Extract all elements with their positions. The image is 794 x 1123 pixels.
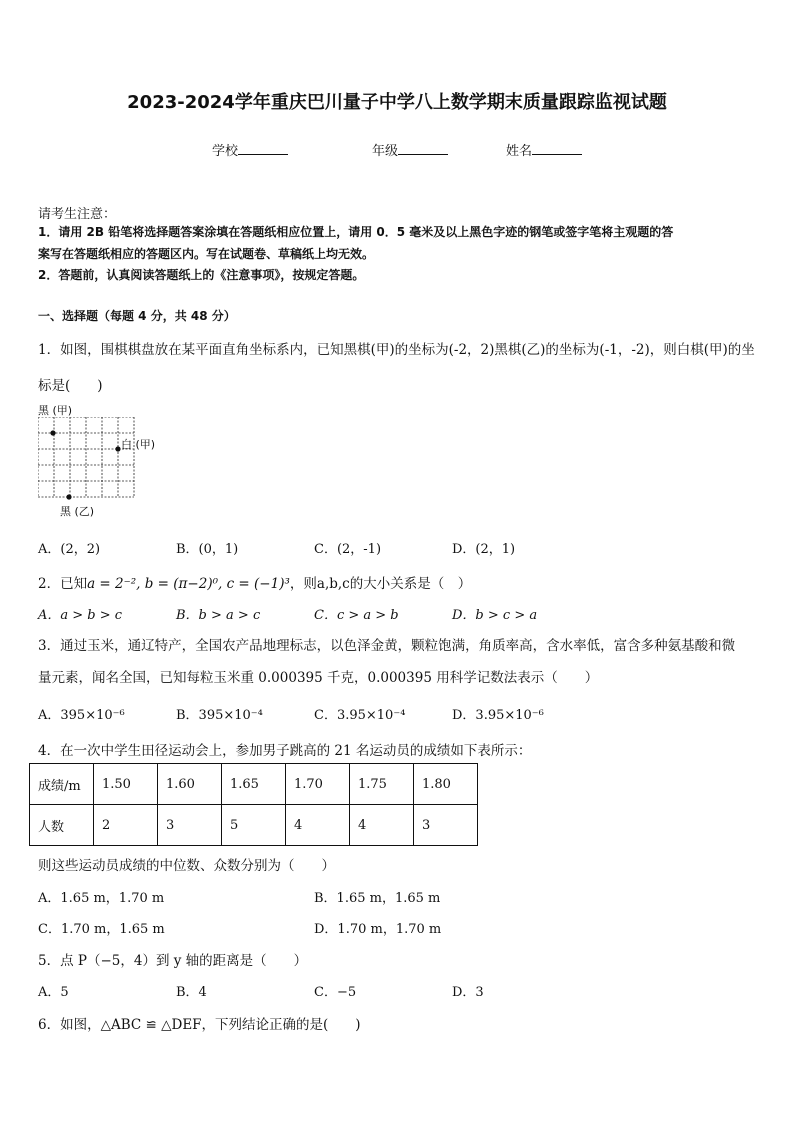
q2-expression: a = 2⁻², b = (π−2)⁰, c = (−1)³ [87, 576, 290, 592]
black-stone-a [50, 430, 55, 435]
q3-stem-line1: 3．通过玉米，通辽特产，全国农产品地理标志，以色泽金黄，颗粒饱满，角质率高，含水率低，富含多种氨基酸和微 [38, 638, 736, 654]
score-table [29, 763, 478, 846]
table-cell: 1.65 [222, 764, 286, 805]
notice-line2: 2．答题前，认真阅读答题纸上的《注意事项》，按规定答题。 [38, 268, 365, 282]
q5-stem: 5．点 P（−5，4）到 y 轴的距离是（ ） [38, 953, 308, 969]
table-cell: 1.80 [414, 764, 478, 805]
q2-option-c: C．c > a > b [314, 608, 399, 623]
page-title: 2023-2024学年重庆巴川量子中学八上数学期末质量跟踪监视试题 [127, 92, 667, 113]
q2-prefix: 2．已知 [38, 576, 88, 592]
q5-option-a: A．5 [38, 985, 69, 1000]
table-cell: 4 [286, 805, 350, 846]
table-cell: 1.75 [350, 764, 414, 805]
q2-option-a: A．a > b > c [38, 608, 123, 623]
q1-option-c: C．(2，-1) [314, 542, 382, 557]
q1-option-d: D．(2，1) [452, 542, 516, 557]
q5-option-b: B．4 [176, 985, 207, 1000]
q4-option-b: B．1.65 m，1.65 m [314, 891, 441, 906]
q5-option-d: D．3 [452, 985, 484, 1000]
name-field [506, 140, 582, 159]
q2-stem [38, 572, 471, 592]
black-stone-b [66, 494, 71, 499]
notice-line1b: 案写在答题纸相应的答题区内。写在试题卷、草稿纸上均无效。 [38, 247, 375, 261]
q3-stem-line2: 量元素，闻名全国，已知每粒玉米重 0.000395 千克，0.000395 用科学记数法表示（ ） [38, 670, 599, 686]
table-cell: 1.60 [158, 764, 222, 805]
table-row [30, 764, 478, 805]
table-cell: 人数 [30, 805, 94, 846]
school-field [212, 140, 288, 159]
table-cell: 2 [94, 805, 158, 846]
black-b-label: 黑 (乙) [60, 505, 95, 518]
q2-suffix: ，则a,b,c的大小关系是（ ） [289, 576, 472, 592]
q4-option-a: A．1.65 m，1.70 m [38, 891, 165, 906]
q2-option-d: D．b > c > a [452, 608, 538, 623]
go-board-figure [38, 417, 138, 505]
q1-stem-line1: 1．如图，围棋棋盘放在某平面直角坐标系内，已知黑棋(甲)的坐标为(-2，2)黑棋(乙)的坐标为(-1，-2)，则白棋(甲)的坐 [38, 342, 755, 358]
q3-option-b: B．395×10⁻⁴ [176, 708, 263, 723]
table-row [30, 805, 478, 846]
school-label: 学校 [212, 144, 239, 159]
white-stone-a [115, 446, 120, 451]
q3-option-c: C．3.95×10⁻⁴ [314, 708, 406, 723]
q6-stem: 6．如图，△ABC ≌ △DEF，下列结论正确的是( ) [38, 1017, 361, 1033]
table-cell: 1.70 [286, 764, 350, 805]
table-cell: 5 [222, 805, 286, 846]
q4-option-c: C．1.70 m，1.65 m [38, 922, 165, 937]
notice-heading: 请考生注意： [38, 207, 117, 222]
q3-option-a: A．395×10⁻⁶ [38, 708, 125, 723]
table-cell: 3 [158, 805, 222, 846]
q1-option-b: B．(0，1) [176, 542, 239, 557]
table-cell: 1.50 [94, 764, 158, 805]
table-cell: 4 [350, 805, 414, 846]
notice-line1: 1．请用 2B 铅笔将选择题答案涂填在答题纸相应位置上，请用 0．5 毫米及以上黑色字迹的钢笔或签字笔将主观题的答 [38, 225, 674, 239]
grade-label: 年级 [372, 144, 399, 159]
table-cell: 3 [414, 805, 478, 846]
section-heading: 一、选择题（每题 4 分，共 48 分） [38, 309, 236, 323]
q3-option-d: D．3.95×10⁻⁶ [452, 708, 544, 723]
name-label: 姓名 [506, 144, 533, 159]
name-blank [532, 142, 582, 155]
q2-option-b: B．b > a > c [176, 608, 261, 623]
q1-stem-line2: 标是( ) [38, 378, 103, 394]
q4-question: 则这些运动员成绩的中位数、众数分别为（ ） [38, 858, 335, 874]
board-grid [38, 417, 134, 497]
q4-stem: 4．在一次中学生田径运动会上，参加男子跳高的 21 名运动员的成绩如下表所示： [38, 743, 532, 759]
q5-option-c: C．−5 [314, 985, 357, 1000]
table-cell: 成绩/m [30, 764, 94, 805]
grade-field [372, 140, 448, 159]
black-a-label: 黑 (甲) [38, 404, 73, 417]
school-blank [238, 142, 288, 155]
q1-option-a: A．(2，2) [38, 542, 101, 557]
q4-option-d: D．1.70 m，1.70 m [314, 922, 442, 937]
grade-blank [398, 142, 448, 155]
white-a-label: 白 (甲) [121, 438, 156, 451]
